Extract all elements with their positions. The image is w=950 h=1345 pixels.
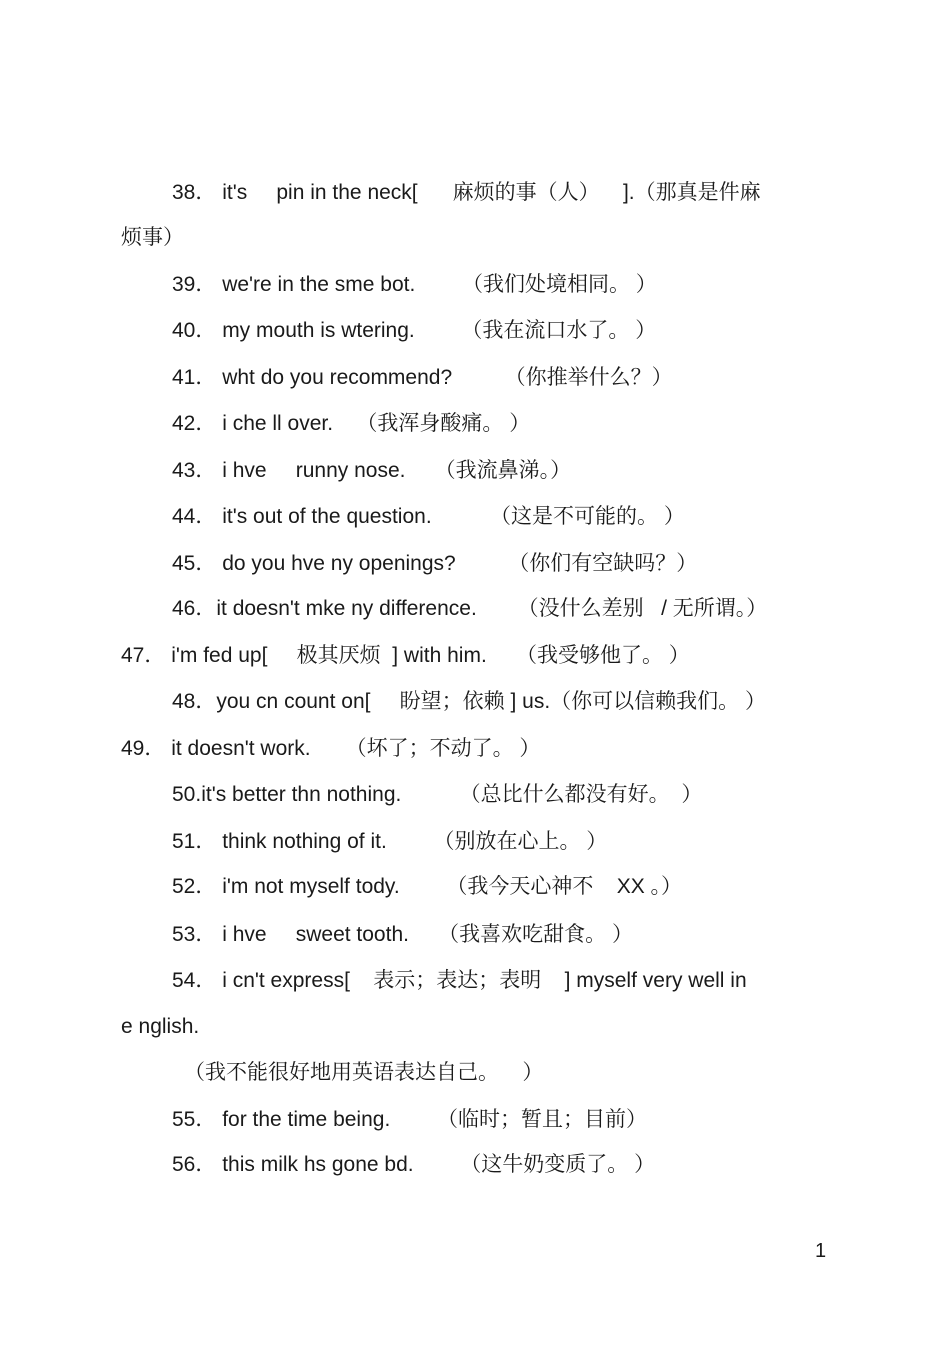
text-line-40: 40． my mouth is wtering. （我在流口水了。 ） — [172, 319, 657, 342]
text-line-43: 43． i hve runny nose. （我流鼻涕。） — [172, 459, 572, 482]
text-line-47: 47． i'm fed up[ 极其厌烦 ] with him. （我受够他了。 ） — [121, 644, 690, 667]
text-line-45: 45． do you hve ny openings? （你们有空缺吗？） — [172, 552, 698, 575]
text-line-48: 48．you cn count on[ 盼望；依赖 ] us.（你可以信赖我们。 ） — [172, 690, 766, 713]
text-line-54c: （我不能很好地用英语表达自己。 ） — [184, 1061, 544, 1084]
text-line-41: 41． wht do you recommend? （你推举什么？） — [172, 366, 673, 389]
text-line-46: 46．it doesn't mke ny difference. （没什么差别 / 无所谓。） — [172, 597, 768, 620]
text-line-56: 56． this milk hs gone bd. （这牛奶变质了。 ） — [172, 1153, 656, 1176]
text-line-39: 39． we're in the sme bot. （我们处境相同。 ） — [172, 273, 657, 296]
text-line-50: 50.it's better thn nothing. （总比什么都没有好。 ） — [172, 783, 703, 806]
text-line-49: 49． it doesn't work. （坏了；不动了。 ） — [121, 737, 541, 760]
text-line-52: 52． i'm not myself tody. （我今天心神不 XX 。） — [172, 875, 683, 898]
text-line-44: 44． it's out of the question. （这是不可能的。 ） — [172, 505, 685, 528]
text-line-54b: e nglish. — [121, 1015, 200, 1038]
text-line-38b: 烦事） — [121, 226, 184, 249]
text-line-54a: 54． i cn't express[ 表示；表达；表明 ] myself very well in — [172, 969, 747, 992]
page-number: 1 — [815, 1240, 827, 1262]
text-line-38a: 38． it's pin in the neck[ 麻烦的事（人） ].（那真是件麻 — [172, 181, 761, 204]
text-line-42: 42． i che ll over. （我浑身酸痛。 ） — [172, 412, 531, 435]
text-line-55: 55． for the time being. （临时；暂且；目前） — [172, 1108, 647, 1131]
text-line-51: 51． think nothing of it. （别放在心上。 ） — [172, 830, 608, 853]
text-line-53: 53． i hve sweet tooth. （我喜欢吃甜食。 ） — [172, 923, 633, 946]
